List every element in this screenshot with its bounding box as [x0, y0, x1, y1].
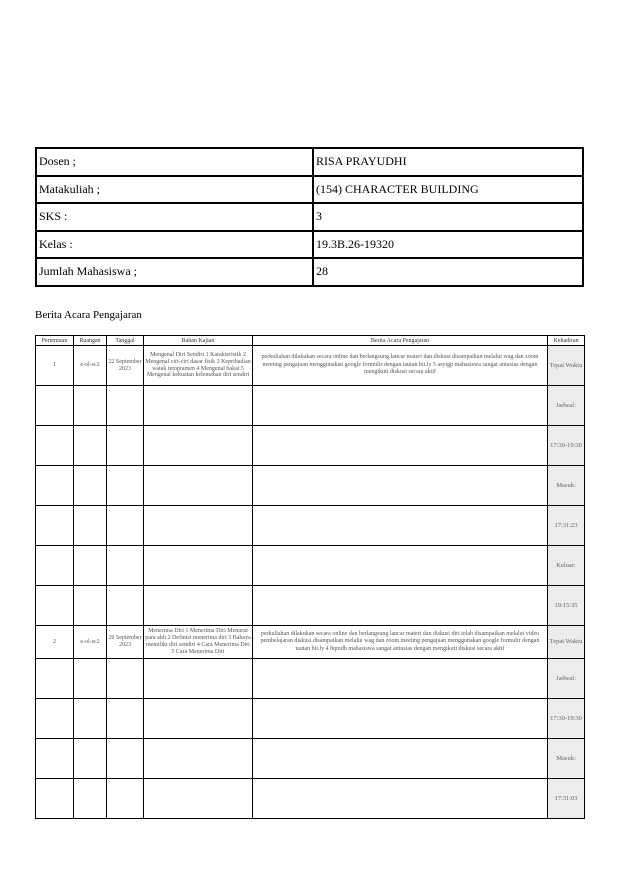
meeting-row — [36, 699, 585, 739]
attendance-in-time: 17:31:23 — [548, 506, 585, 546]
meeting-row — [36, 346, 585, 386]
section-title: Berita Acara Pengajaran — [35, 309, 142, 321]
info-value: 3 — [313, 203, 583, 231]
meeting-row — [36, 426, 585, 466]
meeting-row — [36, 386, 585, 426]
attendance-out-time: 19:15:35 — [548, 586, 585, 626]
col-berita-acara: Berita Acara Pengajaran — [253, 336, 548, 346]
info-value: 19.3B.26-19320 — [313, 231, 583, 259]
info-label: SKS : — [36, 203, 313, 231]
info-row-sks — [36, 203, 583, 231]
col-bahan-kajian: Bahan Kajian — [144, 336, 253, 346]
info-label: Kelas : — [36, 231, 313, 259]
meeting-number: 1 — [36, 346, 74, 386]
meeting-number: 2 — [36, 626, 74, 659]
info-row-dosen — [36, 148, 583, 176]
info-label: Matakuliah ; — [36, 176, 313, 204]
meeting-topic: Mengenal Diri Sendiri 1 Karakteristik 2 Mengenal ciri-ciri dasar fisik 3 Kepribadian watak tempramen 4 Mengenal bakat 5 Mengenal kekuatan kelemahan diri sendiri — [144, 346, 253, 386]
attendance-status: Tepat Waktu — [548, 346, 585, 386]
teaching-log-table — [35, 335, 585, 819]
meeting-topic: Menerima Diri 1 Menerima Diri Menurut para ahli 2 Definisi menerima diri 3 Bahaya memiliki diri sendiri 4 Cara Menerima Diri 5 Cara Menerima Diri — [144, 626, 253, 659]
col-tanggal: Tanggal — [107, 336, 144, 346]
meeting-row — [36, 586, 585, 626]
meeting-report: perkuliahan dilakukan secara online dan berlangsung lancar materi dan diskusi diri telah disampaikan melalui video pembelajaran diskusi disampaikan melalui wag dan zoom meeting pengajuan menggunakan google formulir dengan tautan bit.ly 4 8qmdb mahasiswa sangat antusias dengan mengikuti diskusi secara aktif — [253, 626, 548, 659]
meeting-date: 29 September 2023 — [107, 626, 144, 659]
info-value: 28 — [313, 258, 583, 286]
info-label: Dosen ; — [36, 148, 313, 176]
attendance-schedule-label: Jadwal: — [548, 386, 585, 426]
col-kehadiran: Kehadiran — [548, 336, 585, 346]
info-row-kelas — [36, 231, 583, 259]
meeting-row — [36, 779, 585, 819]
meeting-room: e-ol-sc2 — [74, 626, 107, 659]
info-value: (154) CHARACTER BUILDING — [313, 176, 583, 204]
attendance-in-label: Masuk: — [548, 466, 585, 506]
course-info-table — [35, 147, 584, 287]
meeting-row — [36, 466, 585, 506]
attendance-schedule: 17:30-19:30 — [548, 426, 585, 466]
meeting-row — [36, 659, 585, 699]
info-row-matakuliah — [36, 176, 583, 204]
attendance-schedule: 17:30-19:30 — [548, 699, 585, 739]
meeting-room: e-ol-sc2 — [74, 346, 107, 386]
meeting-row — [36, 626, 585, 659]
attendance-in-label: Masuk: — [548, 739, 585, 779]
info-row-jumlah-mahasiswa — [36, 258, 583, 286]
attendance-in-time: 17:31:03 — [548, 779, 585, 819]
meeting-row — [36, 739, 585, 779]
meeting-row — [36, 546, 585, 586]
meeting-date: 22 September 2023 — [107, 346, 144, 386]
info-label: Jumlah Mahasiswa ; — [36, 258, 313, 286]
info-value: RISA PRAYUDHI — [313, 148, 583, 176]
meeting-row — [36, 506, 585, 546]
log-header-row — [36, 336, 585, 346]
col-ruangan: Ruangan — [74, 336, 107, 346]
col-pertemuan: Pertemuan — [36, 336, 74, 346]
meeting-report: perkuliahan dilakukan secara online dan berlangsung lancar materi dan diskusi disampaikan melalui wag dan zoom meeting pengajuan menggunakan google formulir dengan tautan bit.ly 5 asyigp mahasiswa sangat antusias dengan mengikuti diskusi secara aktif — [253, 346, 548, 386]
attendance-out-label: Keluar: — [548, 546, 585, 586]
attendance-status: Tepat Waktu — [548, 626, 585, 659]
attendance-schedule-label: Jadwal: — [548, 659, 585, 699]
